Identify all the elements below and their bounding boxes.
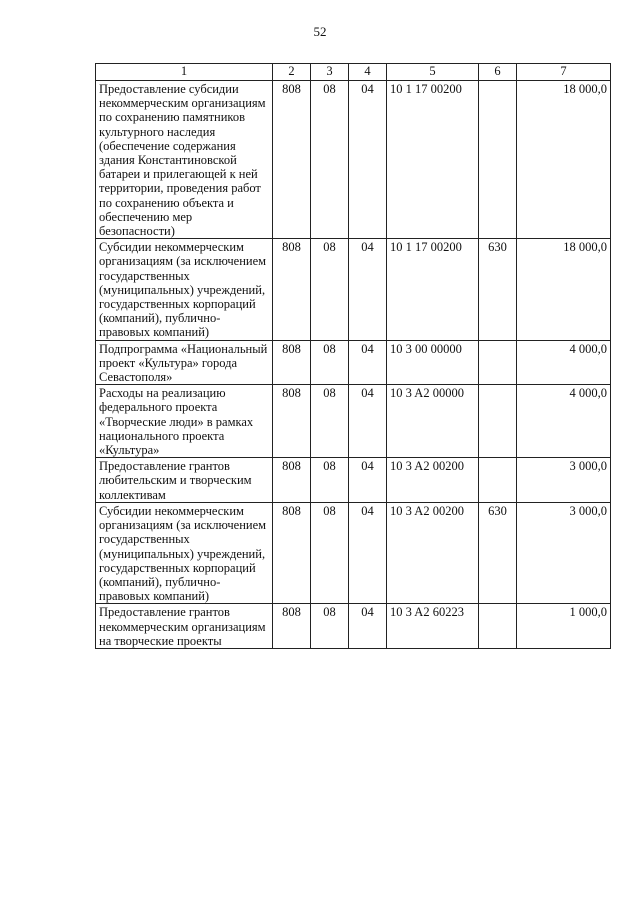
row-subsection: 04 <box>349 81 387 239</box>
header-col-4: 4 <box>349 64 387 81</box>
row-amount: 4 000,0 <box>517 340 611 385</box>
row-amount: 3 000,0 <box>517 502 611 603</box>
row-section: 08 <box>311 385 349 458</box>
page-number: 52 <box>313 24 327 39</box>
table-row <box>96 239 611 340</box>
table-row <box>96 81 611 239</box>
header-col-7: 7 <box>517 64 611 81</box>
budget-table <box>95 63 611 649</box>
row-expense-type <box>479 385 517 458</box>
row-expense-type: 630 <box>479 239 517 340</box>
header-col-3: 3 <box>311 64 349 81</box>
row-subsection: 04 <box>349 604 387 649</box>
row-grbs: 808 <box>273 604 311 649</box>
row-section: 08 <box>311 604 349 649</box>
row-target-article: 10 3 A2 00200 <box>387 458 479 503</box>
row-expense-type <box>479 604 517 649</box>
table-row <box>96 340 611 385</box>
row-target-article: 10 3 00 00000 <box>387 340 479 385</box>
row-expense-type <box>479 458 517 503</box>
row-target-article: 10 1 17 00200 <box>387 239 479 340</box>
row-amount: 4 000,0 <box>517 385 611 458</box>
row-subsection: 04 <box>349 458 387 503</box>
row-subsection: 04 <box>349 340 387 385</box>
table-row <box>96 385 611 458</box>
row-grbs: 808 <box>273 81 311 239</box>
row-target-article: 10 3 A2 00000 <box>387 385 479 458</box>
row-name: Расходы на реализацию федерального проекта «Творческие люди» в рамках национального проекта «Культура» <box>96 385 273 458</box>
row-amount: 1 000,0 <box>517 604 611 649</box>
row-target-article: 10 3 A2 00200 <box>387 502 479 603</box>
header-col-6: 6 <box>479 64 517 81</box>
row-section: 08 <box>311 458 349 503</box>
header-col-2: 2 <box>273 64 311 81</box>
row-grbs: 808 <box>273 385 311 458</box>
row-amount: 18 000,0 <box>517 239 611 340</box>
row-target-article: 10 1 17 00200 <box>387 81 479 239</box>
row-grbs: 808 <box>273 502 311 603</box>
row-section: 08 <box>311 239 349 340</box>
row-name: Предоставление грантов некоммерческим организациям на творческие проекты <box>96 604 273 649</box>
table-row <box>96 458 611 503</box>
row-subsection: 04 <box>349 502 387 603</box>
row-subsection: 04 <box>349 239 387 340</box>
row-subsection: 04 <box>349 385 387 458</box>
row-name: Субсидии некоммерческим организациям (за исключением государственных (муниципальных) учреждений, государственных корпораций (компаний), публично-правовых компаний) <box>96 239 273 340</box>
header-col-5: 5 <box>387 64 479 81</box>
row-section: 08 <box>311 502 349 603</box>
table-row <box>96 604 611 649</box>
row-grbs: 808 <box>273 239 311 340</box>
table-header-row <box>96 64 611 81</box>
row-expense-type <box>479 81 517 239</box>
header-col-1: 1 <box>96 64 273 81</box>
row-section: 08 <box>311 340 349 385</box>
row-expense-type: 630 <box>479 502 517 603</box>
row-target-article: 10 3 A2 60223 <box>387 604 479 649</box>
row-section: 08 <box>311 81 349 239</box>
row-amount: 3 000,0 <box>517 458 611 503</box>
table-row <box>96 502 611 603</box>
row-grbs: 808 <box>273 340 311 385</box>
row-amount: 18 000,0 <box>517 81 611 239</box>
row-grbs: 808 <box>273 458 311 503</box>
row-name: Субсидии некоммерческим организациям (за исключением государственных (муниципальных) учреждений, государственных корпораций (компаний), публично-правовых компаний) <box>96 502 273 603</box>
row-name: Предоставление грантов любительским и творческим коллективам <box>96 458 273 503</box>
row-name: Подпрограмма «Национальный проект «Культура» города Севастополя» <box>96 340 273 385</box>
row-name: Предоставление субсидии некоммерческим организациям по сохранению памятников культурного наследия (обеспечение содержания здания Константиновской батареи и прилегающей к ней территории, проведения работ по сохранению объекта и обеспечению мер безопасности) <box>96 81 273 239</box>
row-expense-type <box>479 340 517 385</box>
